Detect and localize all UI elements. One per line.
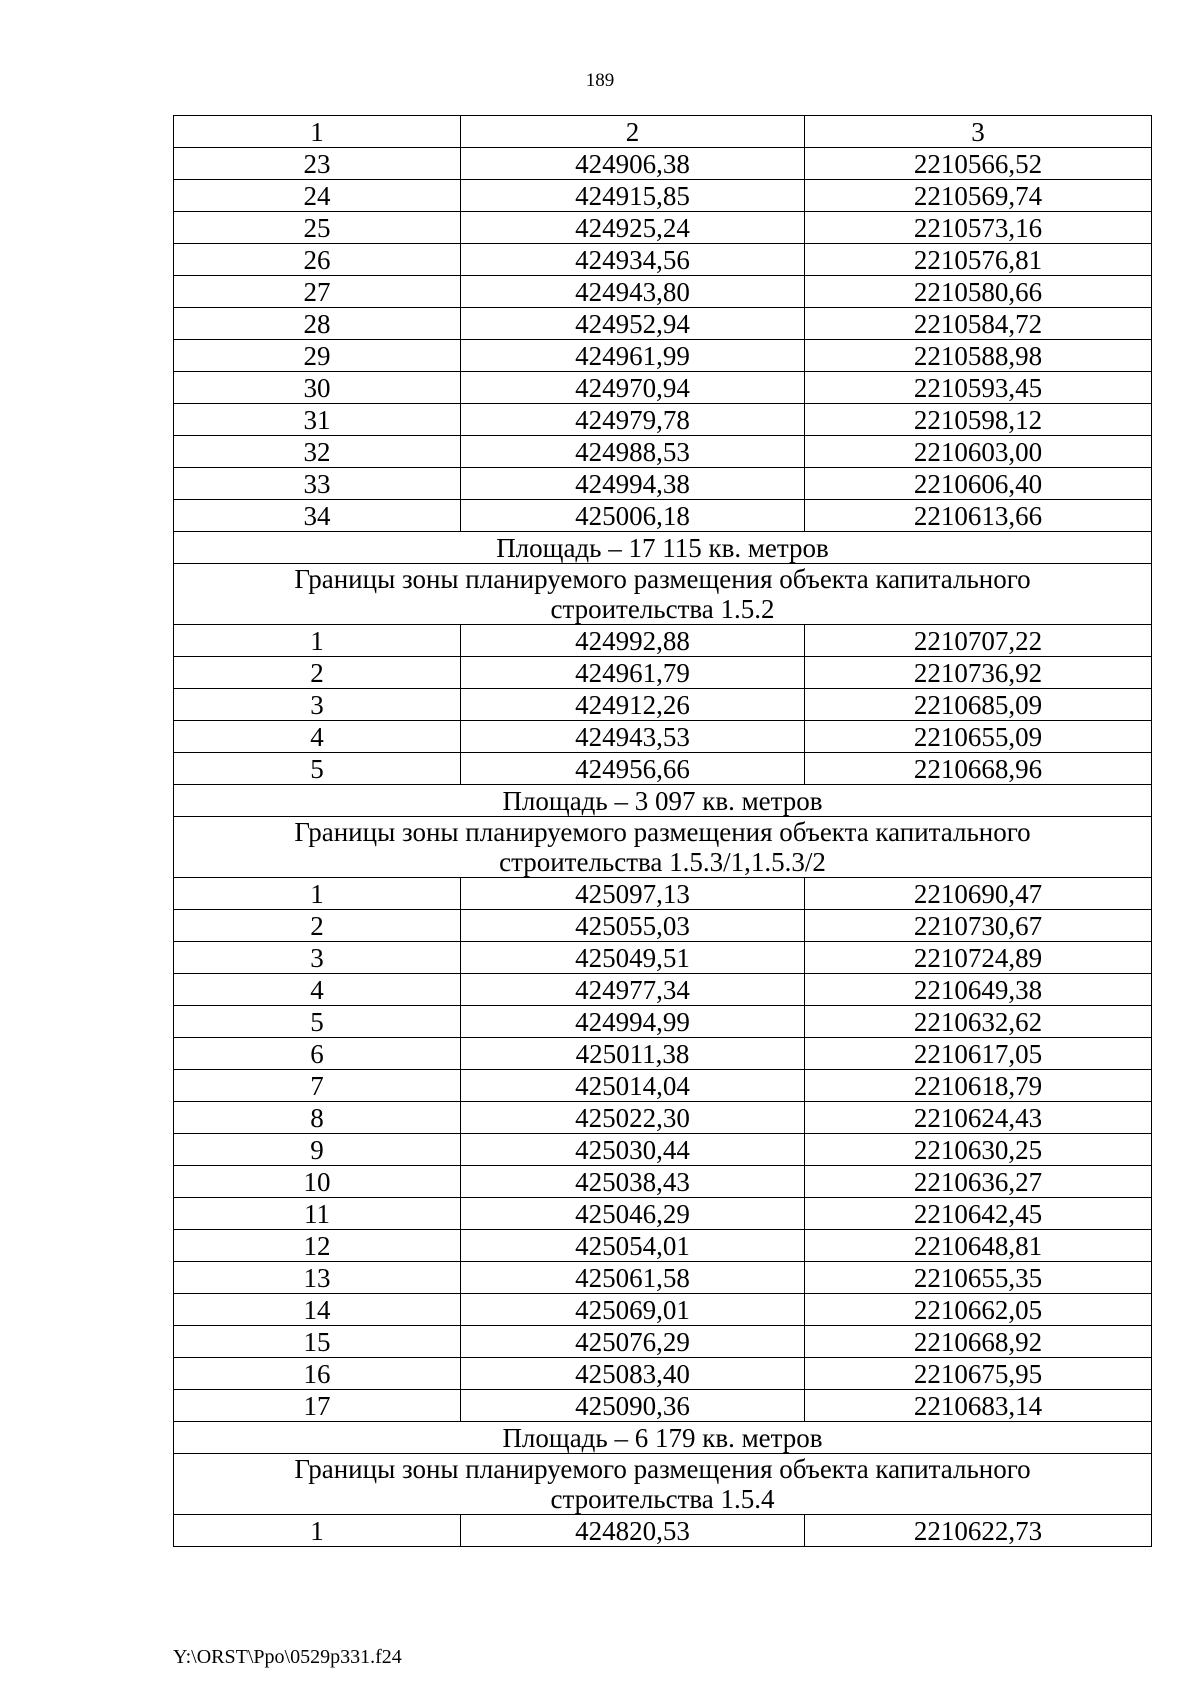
- point-number-cell: 15: [174, 1326, 461, 1358]
- point-number-cell: 5: [174, 1006, 461, 1038]
- point-number-cell: 4: [174, 974, 461, 1006]
- table-row: [174, 1358, 1152, 1390]
- table-row: [174, 308, 1152, 340]
- x-coordinate-cell: 424906,38: [461, 148, 805, 180]
- point-number-cell: 9: [174, 1134, 461, 1166]
- section-title-line: Границы зоны планируемого размещения объекта капитального: [294, 1454, 1031, 1484]
- table-row: [174, 942, 1152, 974]
- point-number-cell: 10: [174, 1166, 461, 1198]
- section-title-line: строительства 1.5.2: [550, 594, 775, 624]
- y-coordinate-cell: 2210690,47: [805, 878, 1152, 910]
- point-number-cell: 14: [174, 1294, 461, 1326]
- point-number-cell: 1: [174, 878, 461, 910]
- table-row: [174, 910, 1152, 942]
- table-row: [174, 753, 1152, 785]
- y-coordinate-cell: 2210675,95: [805, 1358, 1152, 1390]
- point-number-cell: 3: [174, 942, 461, 974]
- point-number-cell: 29: [174, 340, 461, 372]
- y-coordinate-cell: 2210622,73: [805, 1515, 1152, 1547]
- y-coordinate-cell: 2210649,38: [805, 974, 1152, 1006]
- point-number-cell: 17: [174, 1390, 461, 1422]
- point-number-cell: 3: [174, 689, 461, 721]
- y-coordinate-cell: 2210736,92: [805, 657, 1152, 689]
- x-coordinate-cell: 424977,34: [461, 974, 805, 1006]
- x-coordinate-cell: 424925,24: [461, 212, 805, 244]
- x-coordinate-cell: 425055,03: [461, 910, 805, 942]
- y-coordinate-cell: 2210613,66: [805, 500, 1152, 532]
- x-coordinate-cell: 425011,38: [461, 1038, 805, 1070]
- y-coordinate-cell: 2210707,22: [805, 625, 1152, 657]
- y-coordinate-cell: 2210655,09: [805, 721, 1152, 753]
- x-coordinate-cell: 424988,53: [461, 436, 805, 468]
- section-title-line: строительства 1.5.4: [550, 1484, 775, 1514]
- x-coordinate-cell: 425006,18: [461, 500, 805, 532]
- point-number-cell: 31: [174, 404, 461, 436]
- point-number-cell: 30: [174, 372, 461, 404]
- point-number-cell: 8: [174, 1102, 461, 1134]
- table-row: [174, 974, 1152, 1006]
- table-row: [174, 276, 1152, 308]
- point-number-cell: 2: [174, 657, 461, 689]
- table-row: [174, 1262, 1152, 1294]
- table-row: [174, 1198, 1152, 1230]
- y-coordinate-cell: 2210683,14: [805, 1390, 1152, 1422]
- y-coordinate-cell: 2210636,27: [805, 1166, 1152, 1198]
- file-path-footer: Y:\ORST\Ppo\0529p331.f24: [173, 1646, 402, 1668]
- x-coordinate-cell: 425097,13: [461, 878, 805, 910]
- section-title: [174, 817, 1152, 878]
- point-number-cell: 24: [174, 180, 461, 212]
- table-row: [174, 500, 1152, 532]
- y-coordinate-cell: 2210642,45: [805, 1198, 1152, 1230]
- section-title-row: [174, 817, 1152, 878]
- table-row: [174, 1038, 1152, 1070]
- x-coordinate-cell: 425054,01: [461, 1230, 805, 1262]
- table-row: [174, 180, 1152, 212]
- header-cell-x: 2: [461, 116, 805, 148]
- y-coordinate-cell: 2210668,92: [805, 1326, 1152, 1358]
- point-number-cell: 13: [174, 1262, 461, 1294]
- point-number-cell: 27: [174, 276, 461, 308]
- x-coordinate-cell: 425030,44: [461, 1134, 805, 1166]
- point-number-cell: 33: [174, 468, 461, 500]
- section-title: [174, 564, 1152, 625]
- header-cell-point: 1: [174, 116, 461, 148]
- table-row: [174, 1166, 1152, 1198]
- y-coordinate-cell: 2210569,74: [805, 180, 1152, 212]
- y-coordinate-cell: 2210588,98: [805, 340, 1152, 372]
- y-coordinate-cell: 2210668,96: [805, 753, 1152, 785]
- x-coordinate-cell: 424970,94: [461, 372, 805, 404]
- table-row: [174, 721, 1152, 753]
- x-coordinate-cell: 425076,29: [461, 1326, 805, 1358]
- point-number-cell: 23: [174, 148, 461, 180]
- x-coordinate-cell: 425014,04: [461, 1070, 805, 1102]
- table-row: [174, 1230, 1152, 1262]
- y-coordinate-cell: 2210655,35: [805, 1262, 1152, 1294]
- x-coordinate-cell: 424912,26: [461, 689, 805, 721]
- table-row: [174, 340, 1152, 372]
- point-number-cell: 26: [174, 244, 461, 276]
- point-number-cell: 32: [174, 436, 461, 468]
- section-title-row: [174, 1454, 1152, 1515]
- table-row: [174, 1134, 1152, 1166]
- section-title-row: [174, 564, 1152, 625]
- point-number-cell: 16: [174, 1358, 461, 1390]
- table-row: [174, 1070, 1152, 1102]
- y-coordinate-cell: 2210685,09: [805, 689, 1152, 721]
- area-cell: Площадь – 17 115 кв. метров: [174, 532, 1152, 564]
- y-coordinate-cell: 2210580,66: [805, 276, 1152, 308]
- y-coordinate-cell: 2210566,52: [805, 148, 1152, 180]
- y-coordinate-cell: 2210598,12: [805, 404, 1152, 436]
- table-row: [174, 1515, 1152, 1547]
- table-row: [174, 625, 1152, 657]
- page-number: 189: [585, 70, 615, 91]
- y-coordinate-cell: 2210730,67: [805, 910, 1152, 942]
- x-coordinate-cell: 424956,66: [461, 753, 805, 785]
- table-row: [174, 244, 1152, 276]
- x-coordinate-cell: 424994,38: [461, 468, 805, 500]
- point-number-cell: 12: [174, 1230, 461, 1262]
- section-title-line: Границы зоны планируемого размещения объекта капитального: [294, 817, 1031, 847]
- table-row: [174, 689, 1152, 721]
- y-coordinate-cell: 2210584,72: [805, 308, 1152, 340]
- x-coordinate-cell: 425046,29: [461, 1198, 805, 1230]
- y-coordinate-cell: 2210632,62: [805, 1006, 1152, 1038]
- table-row: [174, 148, 1152, 180]
- point-number-cell: 34: [174, 500, 461, 532]
- section-title-line: строительства 1.5.3/1,1.5.3/2: [499, 847, 826, 877]
- table-row: [174, 212, 1152, 244]
- y-coordinate-cell: 2210617,05: [805, 1038, 1152, 1070]
- point-number-cell: 5: [174, 753, 461, 785]
- y-coordinate-cell: 2210630,25: [805, 1134, 1152, 1166]
- x-coordinate-cell: 425069,01: [461, 1294, 805, 1326]
- x-coordinate-cell: 424961,99: [461, 340, 805, 372]
- table-row: [174, 1326, 1152, 1358]
- point-number-cell: 6: [174, 1038, 461, 1070]
- x-coordinate-cell: 424992,88: [461, 625, 805, 657]
- header-cell-y: 3: [805, 116, 1152, 148]
- y-coordinate-cell: 2210603,00: [805, 436, 1152, 468]
- section-title: [174, 1454, 1152, 1515]
- x-coordinate-cell: 424934,56: [461, 244, 805, 276]
- point-number-cell: 11: [174, 1198, 461, 1230]
- x-coordinate-cell: 425090,36: [461, 1390, 805, 1422]
- table-row: [174, 1102, 1152, 1134]
- area-row: [174, 785, 1152, 817]
- point-number-cell: 1: [174, 1515, 461, 1547]
- coordinates-table: [173, 115, 1152, 1547]
- point-number-cell: 7: [174, 1070, 461, 1102]
- x-coordinate-cell: 424952,94: [461, 308, 805, 340]
- point-number-cell: 25: [174, 212, 461, 244]
- y-coordinate-cell: 2210662,05: [805, 1294, 1152, 1326]
- y-coordinate-cell: 2210593,45: [805, 372, 1152, 404]
- area-cell: Площадь – 6 179 кв. метров: [174, 1422, 1152, 1454]
- y-coordinate-cell: 2210576,81: [805, 244, 1152, 276]
- point-number-cell: 2: [174, 910, 461, 942]
- table-row: [174, 878, 1152, 910]
- x-coordinate-cell: 424979,78: [461, 404, 805, 436]
- table-row: [174, 372, 1152, 404]
- x-coordinate-cell: 425049,51: [461, 942, 805, 974]
- y-coordinate-cell: 2210606,40: [805, 468, 1152, 500]
- area-cell: Площадь – 3 097 кв. метров: [174, 785, 1152, 817]
- point-number-cell: 28: [174, 308, 461, 340]
- section-title-line: Границы зоны планируемого размещения объекта капитального: [294, 564, 1031, 594]
- x-coordinate-cell: 424820,53: [461, 1515, 805, 1547]
- x-coordinate-cell: 424994,99: [461, 1006, 805, 1038]
- area-row: [174, 1422, 1152, 1454]
- x-coordinate-cell: 425083,40: [461, 1358, 805, 1390]
- header-row: [174, 116, 1152, 148]
- table-row: [174, 1006, 1152, 1038]
- point-number-cell: 4: [174, 721, 461, 753]
- table-row: [174, 468, 1152, 500]
- x-coordinate-cell: 425022,30: [461, 1102, 805, 1134]
- y-coordinate-cell: 2210724,89: [805, 942, 1152, 974]
- y-coordinate-cell: 2210618,79: [805, 1070, 1152, 1102]
- table-row: [174, 1390, 1152, 1422]
- x-coordinate-cell: 424915,85: [461, 180, 805, 212]
- x-coordinate-cell: 424943,80: [461, 276, 805, 308]
- table-row: [174, 404, 1152, 436]
- x-coordinate-cell: 425061,58: [461, 1262, 805, 1294]
- y-coordinate-cell: 2210624,43: [805, 1102, 1152, 1134]
- table-row: [174, 436, 1152, 468]
- x-coordinate-cell: 424943,53: [461, 721, 805, 753]
- y-coordinate-cell: 2210573,16: [805, 212, 1152, 244]
- coordinates-table-body: [174, 116, 1152, 1547]
- y-coordinate-cell: 2210648,81: [805, 1230, 1152, 1262]
- table-row: [174, 1294, 1152, 1326]
- point-number-cell: 1: [174, 625, 461, 657]
- area-row: [174, 532, 1152, 564]
- table-row: [174, 657, 1152, 689]
- x-coordinate-cell: 424961,79: [461, 657, 805, 689]
- x-coordinate-cell: 425038,43: [461, 1166, 805, 1198]
